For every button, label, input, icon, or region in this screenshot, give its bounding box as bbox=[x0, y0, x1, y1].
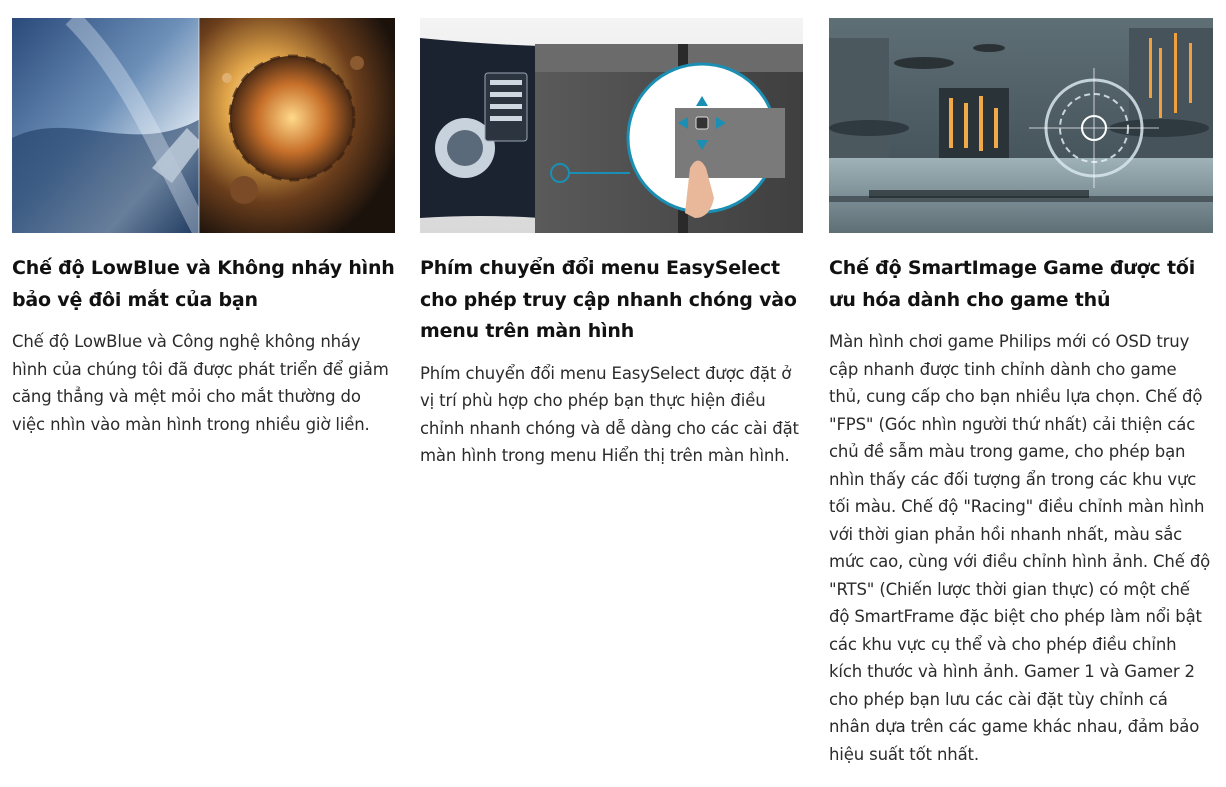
feature-title: Chế độ SmartImage Game được tối ưu hóa dành cho game thủ bbox=[829, 257, 1196, 311]
feature-title: Phím chuyển đổi menu EasySelect cho phép truy cập nhanh chóng vào menu trên màn hình bbox=[420, 257, 797, 342]
monitor-joystick-image bbox=[420, 18, 803, 233]
scifi-city-image bbox=[829, 18, 1213, 233]
feature-card-easyselect bbox=[420, 18, 803, 470]
space-planet-image bbox=[12, 18, 395, 233]
feature-description: Phím chuyển đổi menu EasySelect được đặt ở vị trí phù hợp cho phép bạn thực hiện điều chỉnh nhanh chóng và dễ dàng cho các cài đặt màn hình trong menu Hiển thị trên màn hình. bbox=[420, 363, 799, 465]
feature-card-lowblue bbox=[12, 18, 395, 438]
feature-card-smartimage bbox=[829, 18, 1213, 768]
feature-description: Chế độ LowBlue và Công nghệ không nháy hình của chúng tôi đã được phát triển để giảm căng thẳng và mệt mỏi cho mắt thường do việc nhìn vào màn hình trong nhiều giờ liền. bbox=[12, 332, 389, 434]
feature-description: Màn hình chơi game Philips mới có OSD truy cập nhanh được tinh chỉnh dành cho game thủ, cung cấp cho bạn nhiều lựa chọn. Chế độ "FPS" (Góc nhìn người thứ nhất) cải thiện các chủ đề sẫm màu trong game, cho phép bạn nhìn thấy các đối tượng ẩn trong các khu vực tối màu. Chế độ "Racing" điều chỉnh màn hình với thời gian phản hồi nhanh nhất, màu sắc mức cao, cùng với điều chỉnh hình ảnh. Chế độ "RTS" (Chiến lược thời gian thực) có một chế độ SmartFrame đặc biệt cho phép làm nổi bật các khu vực cụ thể và cho phép điều chỉnh kích thước và hình ảnh. Gamer 1 và Gamer 2 cho phép bạn lưu các cài đặt tùy chỉnh cá nhân dựa trên các game khác nhau, đảm bảo hiệu suất tốt nhất. bbox=[829, 332, 1211, 764]
feature-title: Chế độ LowBlue và Không nháy hình bảo vệ đôi mắt của bạn bbox=[12, 257, 395, 311]
